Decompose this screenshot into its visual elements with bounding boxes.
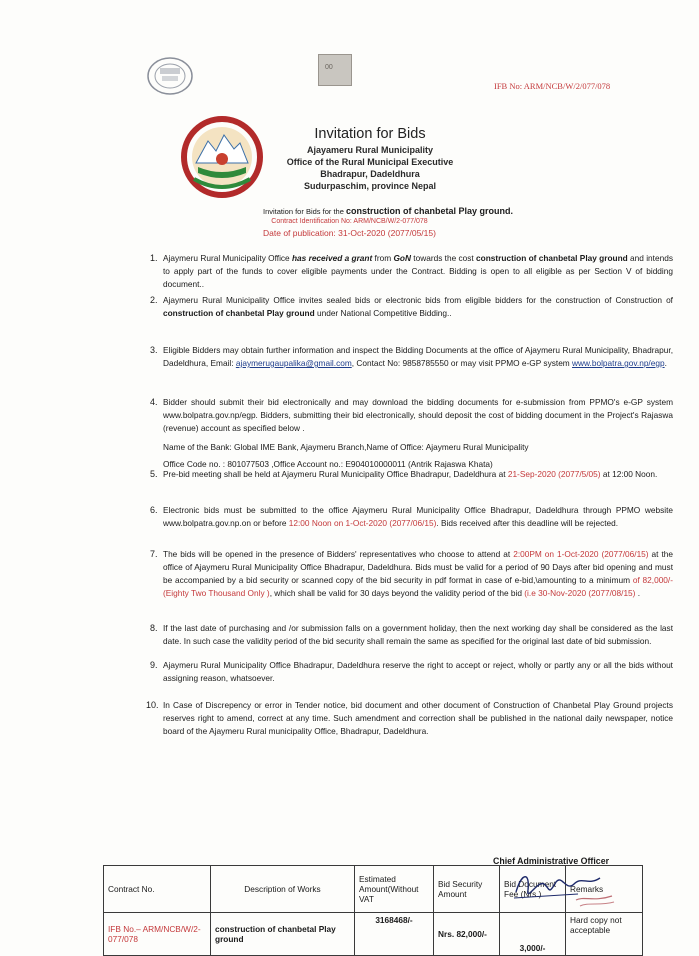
item-number: 1. xyxy=(150,253,158,263)
org-line: Office of the Rural Municipal Executive xyxy=(286,157,454,167)
item-text: at the office of Ajaymeru Rural Municipality Office Bhadrapur, Dadeldhura. Bids must be valid for a period of 90 Days after bid opening and must be accompanied by a bid security or scanned copy of the bid security in pdf format in case of e-bid,\amounting to a minimum xyxy=(163,549,673,585)
item-text: at 12:00 Noon. xyxy=(600,469,658,479)
intro-subject: construction of chanbetal Play ground. xyxy=(345,206,513,216)
item-number: 7. xyxy=(150,549,158,559)
notice-item xyxy=(150,344,673,370)
nepal-emblem-logo xyxy=(180,115,264,199)
item-number: 8. xyxy=(150,623,158,633)
item-text: Eligible Bidders may obtain further information and inspect the Bidding Documents at the office of Ajaymeru Rural Municipality, Bhadrapur, Dadeldhura, Email: xyxy=(163,345,673,368)
item-text: (i.e 30-Nov-2020 (2077/08/15) xyxy=(524,588,636,598)
table-cell: construction of chanbetal Play ground xyxy=(211,913,355,956)
item-body xyxy=(163,468,673,481)
item-body xyxy=(163,622,673,648)
org-line: Ajayameru Rural Municipality xyxy=(306,145,434,155)
item-text: If the last date of purchasing and /or submission falls on a government holiday, then the next working day shall be considered as the last date. In such case the validity period of the bid security shall remain the same as specified for the original last date of bid submission. xyxy=(163,623,673,646)
table-cell: 3168468/- xyxy=(355,913,434,956)
table-row xyxy=(104,913,643,956)
header-block xyxy=(270,126,470,192)
item-number: 5. xyxy=(150,469,158,479)
item-text: of 82,000/- (Eighty Two Thousand Only ) xyxy=(163,575,673,598)
item-text: In Case of Discrepency or error in Tender notice, bid document and other document of Construction of Chanbetal Play Ground projects reserves right to amend, correct at any time. Such amendment and correction shall be published in the national daily newspaper, notice board of the Ajaymeru Rural municipality Office, Bhadrapur, Dadeldhura. xyxy=(163,700,673,736)
notice-item xyxy=(150,252,673,291)
item-text: Bidder should submit their bid electronically and may download the bidding documents for e-submission from PPMO's e-GP system www.bolpatra.gov.np/egp. Bidders, submitting their bid electronically, should deposit the cost of bidding document in the Project's Rajaswa (revenue) account as specified below . xyxy=(163,397,673,433)
intro-line xyxy=(263,206,513,216)
item-text: . xyxy=(664,358,667,368)
item-text: Pre-bid meeting shall be held at Ajaymeru Rural Municipality Office Bhadrapur, Dadeldhura at xyxy=(163,469,508,479)
item-text: . xyxy=(635,588,641,598)
item-number: 4. xyxy=(150,397,158,407)
item-number: 10. xyxy=(146,700,159,710)
notice-item xyxy=(150,468,673,481)
item-link[interactable]: ajaymerugaupalika@gmail.com xyxy=(235,358,352,368)
contract-identification: Contract Identification No: ARM/NCB/W/2-077/078 xyxy=(271,218,428,225)
item-text: 2:00PM on 1-Oct-2020 (2077/06/15) xyxy=(513,549,649,559)
item-text: towards the cost xyxy=(410,253,477,263)
item-link[interactable]: www.bolpatra.gov.np/egp xyxy=(572,358,665,368)
table-header-cell: Bid Document Fee (Nrs.) xyxy=(500,866,566,913)
item-text: Electronic bids must be submitted to the office Ajaymeru Rural Municipality Office Bhadrapur, Dadeldhura through PPMO website www.bolpatra.gov.np.on or before xyxy=(163,505,673,528)
item-text: Ajaymeru Rural Municipality Office Bhadrapur, Dadeldhura reserve the right to accept or reject, wholly or partly any or all the bids without assigning reason, whatsoever. xyxy=(163,660,673,683)
item-body xyxy=(163,699,673,738)
item-text: GoN xyxy=(393,253,411,263)
item-text: from xyxy=(372,253,394,263)
item-text: construction of chanbetal Play ground xyxy=(163,308,315,318)
item-text: The bids will be opened in the presence of Bidders' representatives who choose to attend at xyxy=(163,549,514,559)
item-text: 21-Sep-2020 (2077/5/05) xyxy=(507,469,601,479)
table-header-cell: Estimated Amount(Without VAT xyxy=(355,866,434,913)
org-line: Sudurpaschim, province Nepal xyxy=(303,181,437,191)
item-body xyxy=(163,396,673,435)
item-text: 12:00 Noon on 1-Oct-2020 (2077/06/15) xyxy=(288,518,437,528)
ifb-reference: IFB No: ARM/NCB/W/2/077/078 xyxy=(494,81,611,91)
item-body xyxy=(163,294,673,320)
item-text: , which shall be valid for 30 days beyond the validity period of the bid xyxy=(269,588,525,598)
handwritten-signature xyxy=(508,862,618,910)
item-body xyxy=(163,659,673,685)
notice-item xyxy=(150,504,673,530)
intro-prefix: Invitation for Bids for the xyxy=(263,207,346,216)
item-text: . Bids received after this deadline will be rejected. xyxy=(436,518,619,528)
item-text: has received a grant xyxy=(291,253,373,263)
table-header-cell: Remarks xyxy=(566,866,643,913)
item-body xyxy=(163,344,673,370)
item-number: 6. xyxy=(150,505,158,515)
table-cell: 3,000/- xyxy=(500,913,566,956)
notice-item xyxy=(150,294,673,320)
item-text: , Contact No: 9858785550 or may visit PPMO e-GP system xyxy=(351,358,573,368)
notice-item xyxy=(150,659,673,685)
bank-detail-line: Office Code no. : 801077503 ,Office Account no.: E904010000011 (Antrik Rajaswa Khata) xyxy=(163,459,493,469)
notice-item xyxy=(150,396,673,471)
table-header-cell: Bid Security Amount xyxy=(434,866,500,913)
item-number: 9. xyxy=(150,660,158,670)
office-seal-stamp xyxy=(140,52,200,100)
table-cell: IFB No.– ARM/NCB/W/2-077/078 xyxy=(104,913,211,956)
notice-item xyxy=(150,622,673,648)
photo-label: 00 xyxy=(325,64,333,71)
item-number: 2. xyxy=(150,295,158,305)
table-header-cell: Contract No. xyxy=(104,866,211,913)
notice-item xyxy=(150,548,673,600)
item-text: Ajaymeru Rural Municipality Office xyxy=(163,253,292,263)
org-line: Bhadrapur, Dadeldhura xyxy=(320,169,420,179)
table-header-cell: Description of Works xyxy=(211,866,355,913)
item-number: 3. xyxy=(150,345,158,355)
table-cell: Nrs. 82,000/- xyxy=(434,913,500,956)
publication-date: Date of publication: 31-Oct-2020 (2077/05/15) xyxy=(263,228,436,238)
photo-thumbnail xyxy=(318,54,352,86)
item-body xyxy=(163,548,673,600)
item-text: under National Competitive Bidding.. xyxy=(314,308,452,318)
document-title: Invitation for Bids xyxy=(314,126,426,142)
item-body xyxy=(163,252,673,291)
bank-detail-line: Name of the Bank: Global IME Bank, Ajaymeru Branch,Name of Office: Ajaymeru Rural Municipality xyxy=(163,442,529,452)
item-text: Ajaymeru Rural Municipality Office invites sealed bids or electronic bids from eligible bidders for the construction of Construction of xyxy=(163,295,673,305)
table-cell: Hard copy not acceptable xyxy=(566,913,643,956)
item-text: and intends to apply part of the funds to cover eligible payments under the Contract. Bidding is open to all eligible as per Section V of bidding document.. xyxy=(163,253,673,289)
notice-item xyxy=(146,699,673,738)
item-body xyxy=(163,504,673,530)
signatory-title: Chief Administrative Officer xyxy=(493,856,610,866)
item-text: construction of chanbetal Play ground xyxy=(476,253,628,263)
